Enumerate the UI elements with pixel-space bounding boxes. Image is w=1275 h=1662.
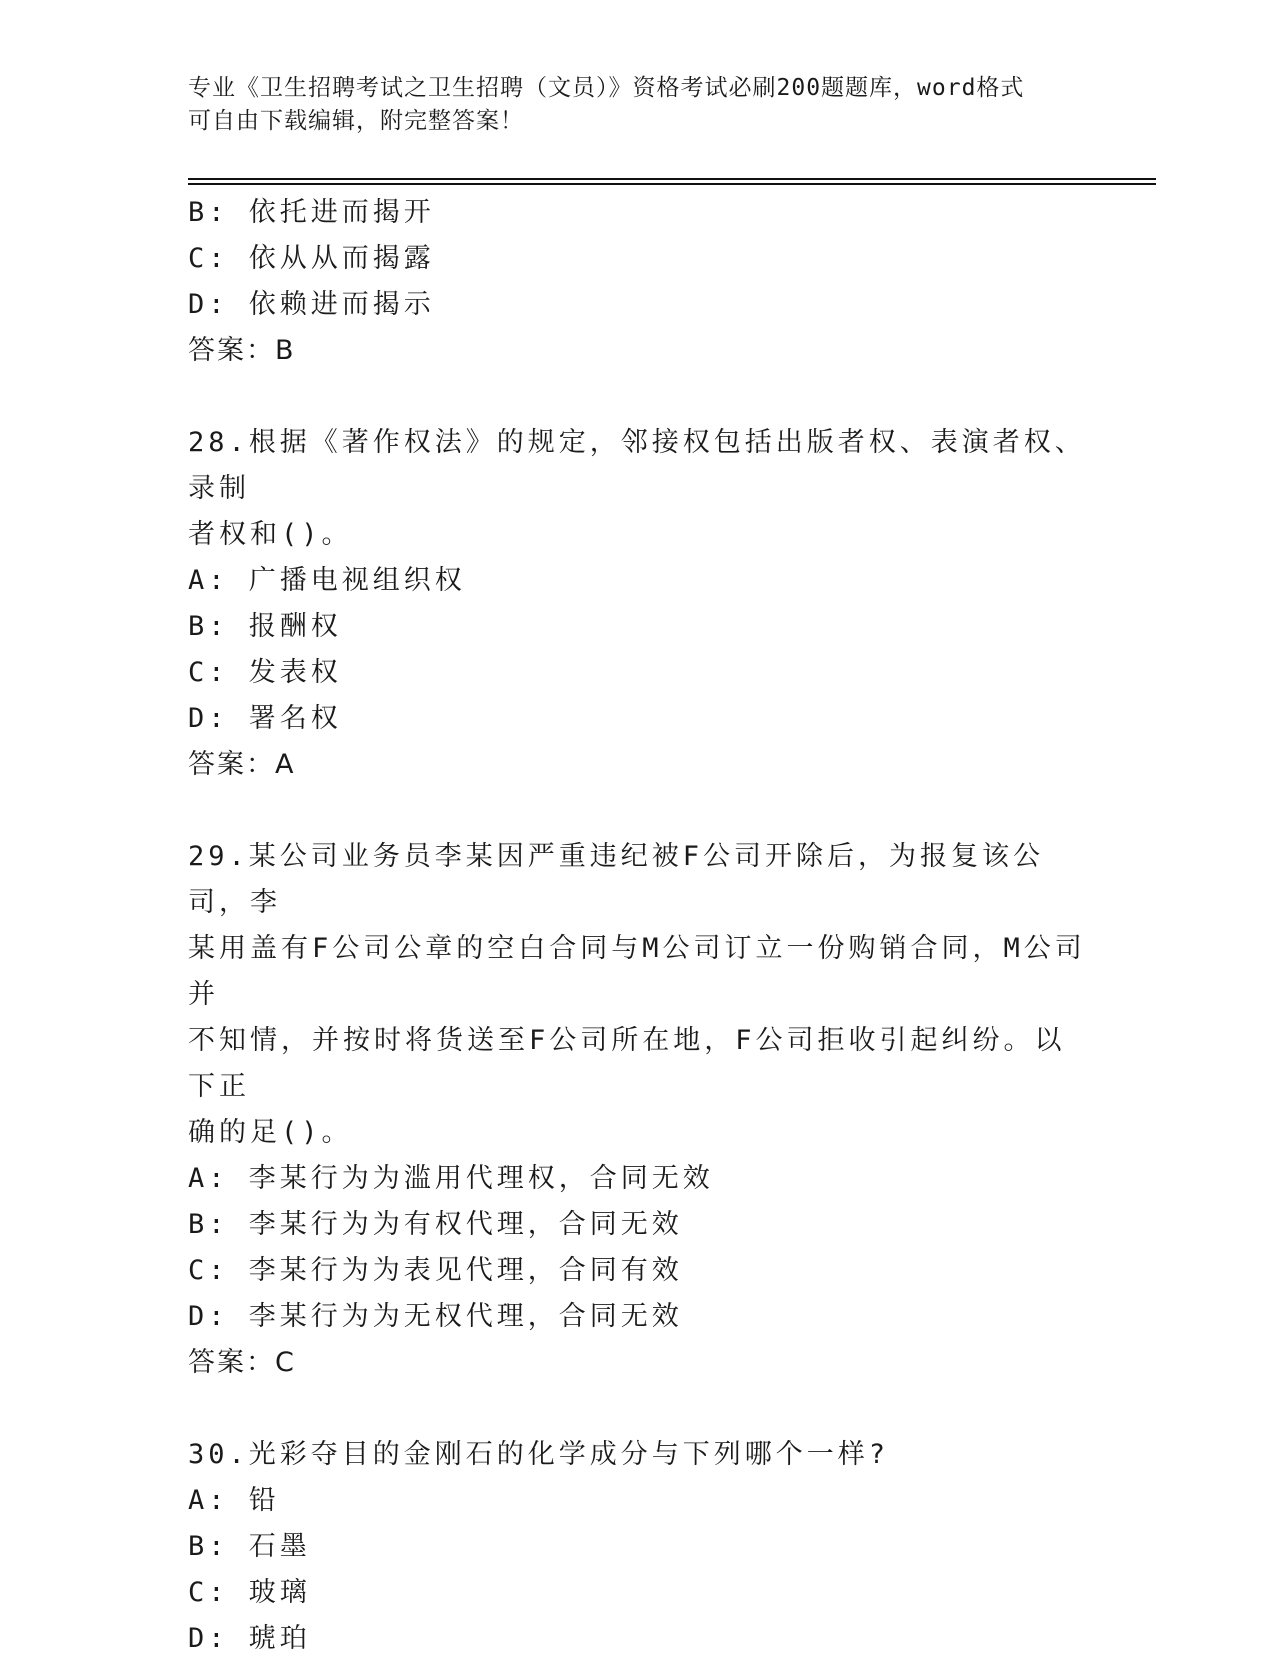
answer-line: 答案：A: [188, 749, 296, 780]
option-a: A: 李某行为为滥用代理权，合同无效: [188, 1163, 714, 1194]
question-text-line: 确的足()。: [188, 1117, 353, 1148]
option-b: B: 报酬权: [188, 611, 342, 642]
option-a: A: 广播电视组织权: [188, 565, 466, 596]
option-d: D: 署名权: [188, 703, 342, 734]
answer-line: 答案：C: [188, 1347, 296, 1378]
document-header: [188, 72, 1068, 138]
spacer: [188, 788, 1088, 834]
header-line-1: 专业《卫生招聘考试之卫生招聘（文员）》资格考试必刷200题题库，word格式: [188, 75, 1025, 101]
header-divider-bottom: [188, 183, 1156, 185]
option-c: C: 李某行为为表见代理，合同有效: [188, 1255, 683, 1286]
answer-line: 答案：B: [188, 335, 296, 366]
spacer: [188, 374, 1088, 420]
option-b: B: 石墨: [188, 1531, 311, 1562]
option-c: C: 发表权: [188, 657, 342, 688]
question-text-line: 30.光彩夺目的金刚石的化学成分与下列哪个一样?: [188, 1439, 890, 1470]
header-line-2: 可自由下载编辑，附完整答案！: [188, 108, 524, 134]
question-text-line: 某用盖有F公司公章的空白合同与M公司订立一份购销合同，M公司并: [188, 933, 1086, 1010]
document-body: [188, 190, 1088, 1662]
option-a: A: 铅: [188, 1485, 280, 1516]
question-text-line: 29.某公司业务员李某因严重违纪被F公司开除后，为报复该公司，李: [188, 841, 1045, 918]
question-29: [188, 834, 1088, 1386]
question-text-line: 者权和()。: [188, 519, 353, 550]
option-d: D: 琥珀: [188, 1623, 311, 1654]
question-28: [188, 420, 1088, 788]
option-c: C: 依从从而揭露: [188, 243, 435, 274]
option-b: B: 李某行为为有权代理，合同无效: [188, 1209, 683, 1240]
option-d: D: 李某行为为无权代理，合同无效: [188, 1301, 683, 1332]
question-27-tail: [188, 190, 1088, 374]
question-30: [188, 1432, 1088, 1662]
question-text-line: 不知情，并按时将货送至F公司所在地，F公司拒收引起纠纷。以下正: [188, 1025, 1066, 1102]
spacer: [188, 1386, 1088, 1432]
option-c: C: 玻璃: [188, 1577, 311, 1608]
option-d: D: 依赖进而揭示: [188, 289, 435, 320]
question-text-line: 28.根据《著作权法》的规定，邻接权包括出版者权、表演者权、录制: [188, 427, 1086, 504]
header-divider-top: [188, 178, 1156, 180]
option-b: B: 依托进而揭开: [188, 197, 435, 228]
